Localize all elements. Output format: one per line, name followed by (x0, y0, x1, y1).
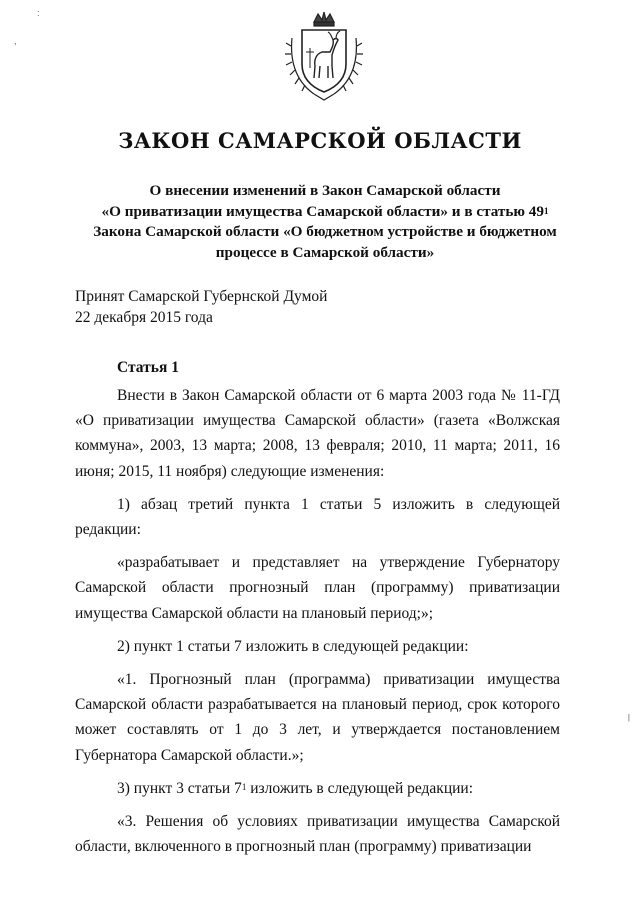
law-title: ЗАКОН САМАРСКОЙ ОБЛАСТИ (118, 128, 522, 153)
subtitle-line: Закона Самарской области «О бюджетном устройстве и бюджетном (93, 223, 557, 240)
article-heading: Статья 1 (117, 359, 179, 376)
adopted-by: Принят Самарской Губернской Думой (75, 288, 328, 305)
subtitle-line-text: «О приватизации имущества Самарской области» и в статью 49 (101, 202, 544, 220)
scan-speck: , (14, 36, 17, 46)
subtitle-superscript: 1 (544, 205, 549, 216)
subtitle-line (60, 202, 590, 223)
subtitle-line: О внесении изменений в Закон Самарской области (149, 182, 501, 199)
paragraph: «3. Решения об условиях приватизации имущества Самарской области, включенного в прогнозный план (программу) приватизации (75, 813, 560, 856)
subtitle-line: процессе в Самарской области» (215, 243, 435, 261)
paragraph: 1) абзац третий пункта 1 статьи 5 изложить в следующей редакции: (75, 495, 560, 539)
adopted-date: 22 декабря 2015 года (75, 308, 213, 326)
paragraph: Внести в Закон Самарской области от 6 марта 2003 года № 11-ГД «О приватизации имущества Самарской области» (газета «Волжская коммуна», 2003, 13 марта; 2008, 13 февраля; 2010, 11 марта; 2011, 16 июня; 2015, 11 ноября) следующие изменения: (75, 387, 560, 480)
law-subtitle (60, 181, 590, 263)
paragraph: «1. Прогнозный план (программа) приватизации имущества Самарской области разрабатывается на плановый период, срок которого может составлять от 1 до 3 лет, и утверждается постановлением Губернатора Самарской области.»; (75, 671, 560, 764)
article-body (75, 383, 560, 859)
paragraph (75, 776, 560, 801)
scan-speck: | (627, 713, 630, 722)
paragraph-superscript: 1 (241, 781, 247, 792)
scan-speck: : (37, 8, 40, 18)
paragraph: «разрабатывает и представляет на утверждение Губернатору Самарской области прогнозный план (программу) приватизации имущества Самарской области на плановый период;»; (75, 554, 560, 622)
paragraph: 2) пункт 1 статьи 7 изложить в следующей редакции: (117, 637, 469, 655)
samara-coat-of-arms-icon (284, 8, 364, 104)
paragraph-text: изложить в следующей редакции: (246, 779, 474, 797)
adoption-info (75, 287, 327, 328)
paragraph-text: 3) пункт 3 статьи 7 (117, 779, 242, 797)
